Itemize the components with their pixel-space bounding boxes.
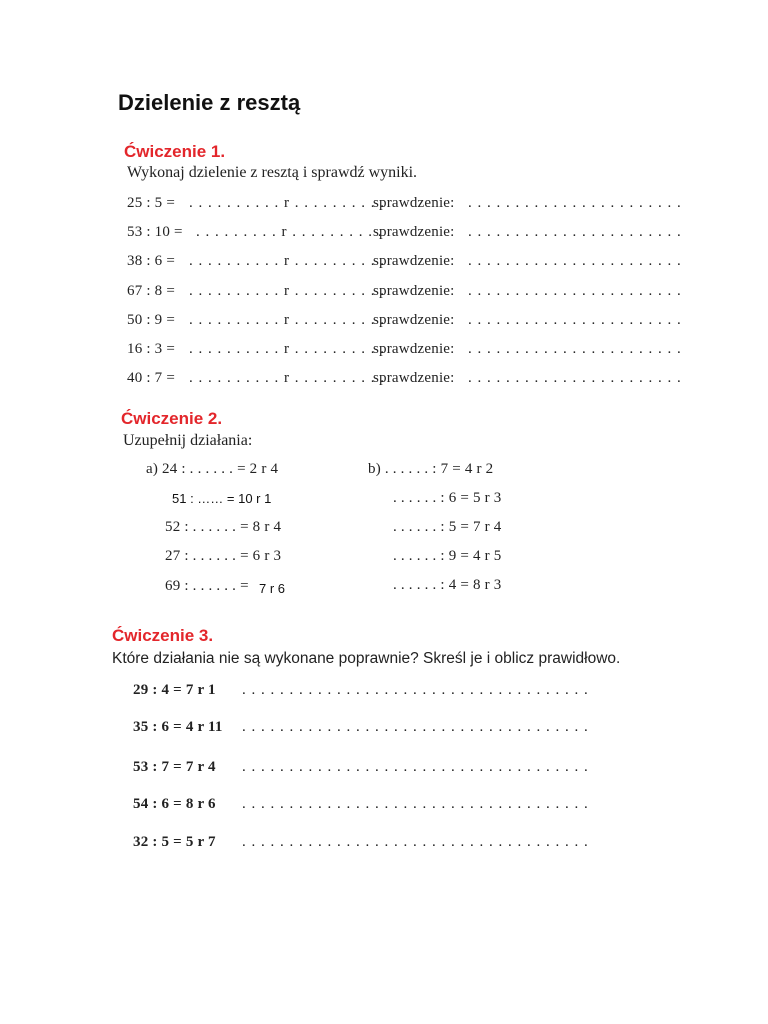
ex2-b-item[interactable]: . . . . . . : 5 = 7 r 4 [393, 519, 502, 535]
ex3-answer-blank[interactable]: . . . . . . . . . . . . . . . . . . . . . . . . . . . . . . . . . . . . . [242, 796, 589, 812]
exercise-3-heading: Ćwiczenie 3. [112, 626, 214, 645]
ex1-answer-blank[interactable]: . . . . . . . . . . r . . . . . . . . . . [189, 253, 385, 269]
ex3-problem[interactable]: 53 : 7 = 7 r 4 [133, 759, 216, 775]
ex2-a-item[interactable]: a) 24 : . . . . . . = 2 r 4 [146, 461, 279, 477]
ex1-check-label: sprawdzenie: [373, 253, 455, 269]
ex2-a-item[interactable]: 69 : . . . . . . = [165, 578, 249, 594]
ex1-check-blank[interactable]: . . . . . . . . . . . . . . . . . . . . . . . [468, 370, 682, 386]
ex2-b-item[interactable]: . . . . . . : 4 = 8 r 3 [393, 577, 502, 593]
ex1-check-blank[interactable]: . . . . . . . . . . . . . . . . . . . . . . . [468, 312, 682, 328]
ex3-problem[interactable]: 54 : 6 = 8 r 6 [133, 796, 216, 812]
ex1-check-label: sprawdzenie: [373, 195, 455, 211]
ex2-a-item[interactable]: 52 : . . . . . . = 8 r 4 [165, 519, 282, 535]
exercise-3-instruction: Które działania nie są wykonane poprawnie? Skreśl je i oblicz prawidłowo. [112, 650, 621, 667]
ex1-check-label: sprawdzenie: [373, 370, 455, 386]
ex1-check-label: sprawdzenie: [373, 224, 455, 240]
ex2-b-item[interactable]: . . . . . . : 6 = 5 r 3 [393, 490, 502, 506]
exercise-1-instruction: Wykonaj dzielenie z resztą i sprawdź wyniki. [127, 164, 418, 181]
ex1-answer-blank[interactable]: . . . . . . . . . . r . . . . . . . . . . [189, 341, 385, 357]
ex1-check-blank[interactable]: . . . . . . . . . . . . . . . . . . . . . . . [468, 341, 682, 357]
ex3-answer-blank[interactable]: . . . . . . . . . . . . . . . . . . . . . . . . . . . . . . . . . . . . . [242, 759, 589, 775]
ex1-check-blank[interactable]: . . . . . . . . . . . . . . . . . . . . . . . [468, 283, 682, 299]
exercise-1-heading: Ćwiczenie 1. [124, 142, 226, 161]
ex1-problem: 25 : 5 = [127, 195, 175, 211]
ex1-check-label: sprawdzenie: [373, 283, 455, 299]
ex3-problem[interactable]: 29 : 4 = 7 r 1 [133, 682, 216, 698]
ex1-answer-blank[interactable]: . . . . . . . . . . r . . . . . . . . . . [189, 312, 385, 328]
ex1-answer-blank[interactable]: . . . . . . . . . . r . . . . . . . . . . [189, 195, 385, 211]
ex2-a-item-handwritten[interactable]: 51 : …… = 10 r 1 [172, 491, 272, 506]
ex1-check-blank[interactable]: . . . . . . . . . . . . . . . . . . . . . . . [468, 253, 682, 269]
ex1-answer-blank[interactable]: . . . . . . . . . . r . . . . . . . . . . [189, 283, 385, 299]
ex1-problem: 53 : 10 = [127, 224, 183, 240]
page-title: Dzielenie z resztą [118, 90, 301, 115]
ex1-problem: 16 : 3 = [127, 341, 175, 357]
ex1-check-blank[interactable]: . . . . . . . . . . . . . . . . . . . . . . . [468, 224, 682, 240]
ex3-answer-blank[interactable]: . . . . . . . . . . . . . . . . . . . . . . . . . . . . . . . . . . . . . [242, 834, 589, 850]
ex2-a-answer-handwritten[interactable]: 7 r 6 [259, 581, 286, 596]
ex1-problem: 38 : 6 = [127, 253, 175, 269]
ex1-check-blank[interactable]: . . . . . . . . . . . . . . . . . . . . . . . [468, 195, 682, 211]
ex1-answer-blank[interactable]: . . . . . . . . . . r . . . . . . . . . . [189, 370, 385, 386]
ex1-answer-blank[interactable]: . . . . . . . . . r . . . . . . . . . . [196, 224, 383, 240]
ex1-problem: 67 : 8 = [127, 283, 175, 299]
ex1-problem: 40 : 7 = [127, 370, 175, 386]
exercise-2-heading: Ćwiczenie 2. [121, 409, 223, 428]
ex3-problem[interactable]: 32 : 5 = 5 r 7 [133, 834, 216, 850]
ex3-answer-blank[interactable]: . . . . . . . . . . . . . . . . . . . . . . . . . . . . . . . . . . . . . [242, 682, 589, 698]
ex1-problem: 50 : 9 = [127, 312, 175, 328]
ex2-a-item[interactable]: 27 : . . . . . . = 6 r 3 [165, 548, 282, 564]
ex1-check-label: sprawdzenie: [373, 341, 455, 357]
ex3-problem[interactable]: 35 : 6 = 4 r 11 [133, 719, 223, 735]
ex3-answer-blank[interactable]: . . . . . . . . . . . . . . . . . . . . . . . . . . . . . . . . . . . . . [242, 719, 589, 735]
ex1-check-label: sprawdzenie: [373, 312, 455, 328]
exercise-2-instruction: Uzupełnij działania: [123, 432, 253, 449]
ex2-b-item[interactable]: b) . . . . . . : 7 = 4 r 2 [368, 461, 494, 477]
ex2-b-item[interactable]: . . . . . . : 9 = 4 r 5 [393, 548, 502, 564]
